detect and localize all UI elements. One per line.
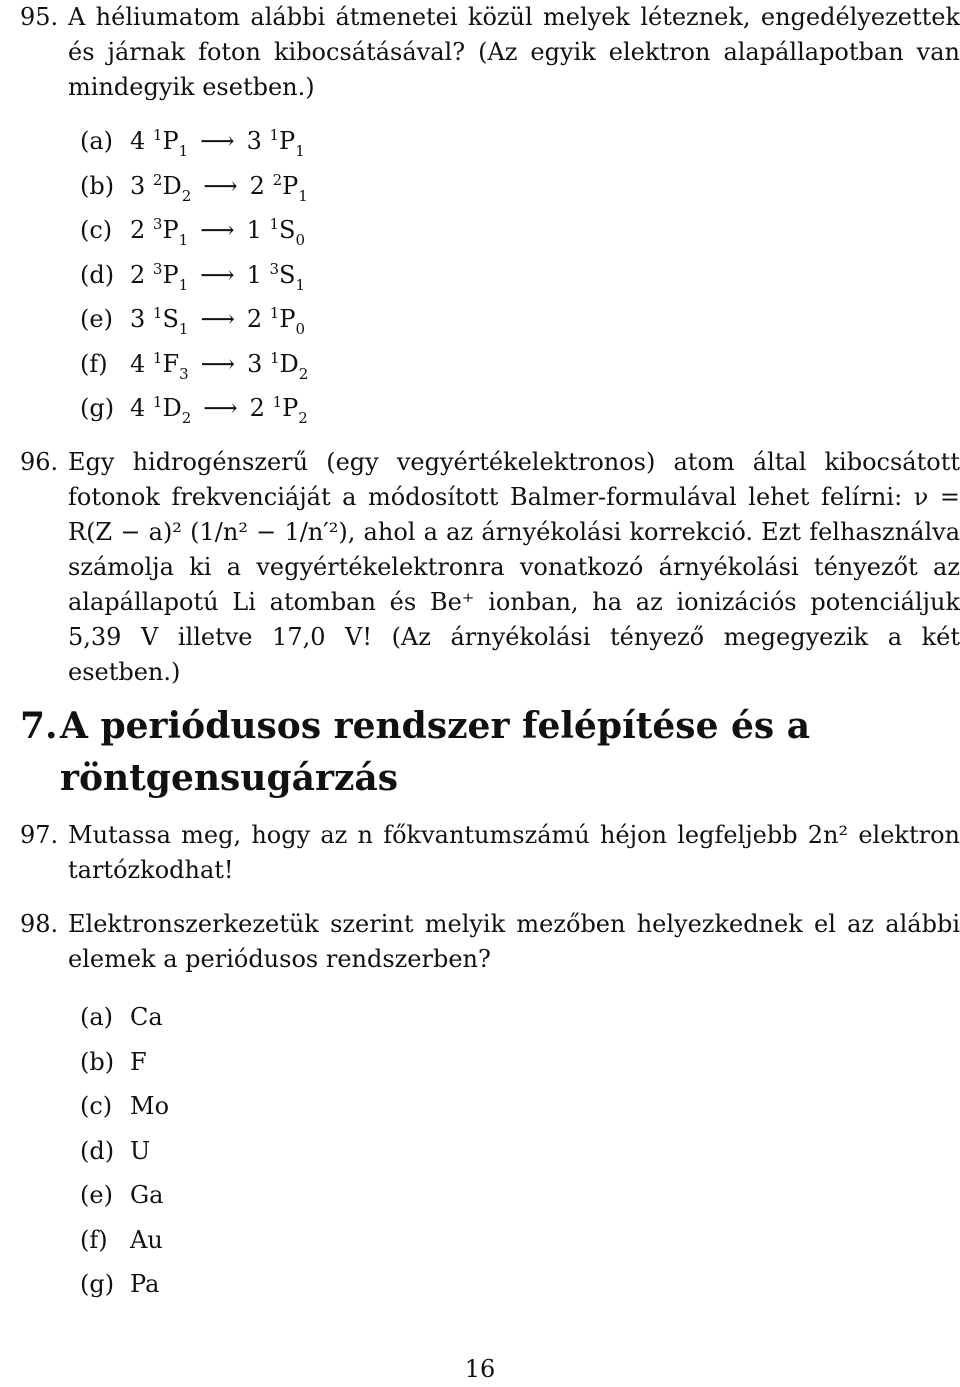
total-j: 1 bbox=[178, 275, 189, 294]
element-symbol: Mo bbox=[130, 1092, 170, 1120]
multiplicity: 3 bbox=[269, 259, 280, 278]
total-j: 2 bbox=[181, 186, 192, 205]
element-item bbox=[80, 1223, 163, 1253]
term-symbol bbox=[130, 215, 189, 249]
element-symbol: F bbox=[130, 1047, 147, 1076]
transition-item bbox=[80, 347, 309, 383]
element-item bbox=[80, 1267, 159, 1297]
element-item bbox=[80, 1045, 147, 1075]
item-label: (g) bbox=[80, 1270, 115, 1298]
orbital-letter: S bbox=[279, 216, 296, 244]
transition-formula bbox=[130, 258, 305, 293]
item-label: (d) bbox=[80, 260, 115, 289]
principal-number: 2 bbox=[249, 171, 265, 200]
element-symbol: Ca bbox=[130, 1003, 163, 1031]
total-j: 0 bbox=[295, 320, 306, 338]
multiplicity: 1 bbox=[272, 393, 283, 411]
term-symbol bbox=[249, 393, 308, 427]
orbital-letter: P bbox=[279, 305, 296, 333]
orbital-letter: S bbox=[162, 305, 179, 333]
principal-number: 2 bbox=[246, 305, 263, 333]
term-symbol bbox=[130, 259, 189, 294]
orbital-letter: D bbox=[162, 171, 182, 200]
multiplicity: 1 bbox=[269, 215, 280, 233]
principal-number: 4 bbox=[130, 349, 146, 378]
multiplicity: 3 bbox=[152, 259, 163, 278]
principal-number: 3 bbox=[247, 349, 263, 378]
term-symbol bbox=[247, 348, 309, 383]
element-symbol: U bbox=[130, 1136, 151, 1165]
item-label: (f) bbox=[80, 1225, 108, 1254]
principal-number: 3 bbox=[130, 171, 146, 200]
principal-number: 2 bbox=[130, 216, 146, 244]
multiplicity: 1 bbox=[152, 348, 163, 367]
transition-formula bbox=[130, 169, 308, 204]
total-j: 1 bbox=[295, 142, 305, 160]
transition-item bbox=[80, 391, 308, 427]
multiplicity: 1 bbox=[152, 126, 163, 144]
section-number: 7. bbox=[20, 705, 58, 747]
orbital-letter: F bbox=[162, 349, 180, 378]
transition-arrow-icon: ⟶ bbox=[200, 305, 235, 333]
principal-number: 4 bbox=[130, 127, 146, 155]
transition-arrow-icon: ⟶ bbox=[200, 127, 235, 155]
problem-text bbox=[68, 445, 960, 690]
orbital-letter: D bbox=[279, 349, 299, 378]
principal-number: 1 bbox=[246, 216, 262, 244]
transition-formula bbox=[130, 124, 305, 159]
total-j: 1 bbox=[178, 320, 189, 338]
problem-text: A héliumatom alábbi átmenetei közül melyek léteznek, engedélyezettek és járnak foton kibocsátásával? (Az egyik elektron alapállapotban van mindegyik esetben.) bbox=[68, 3, 960, 101]
element-symbol: Pa bbox=[130, 1270, 160, 1298]
item-label: (f) bbox=[80, 349, 108, 378]
orbital-letter: P bbox=[279, 127, 296, 155]
item-label: (e) bbox=[80, 305, 113, 333]
term-symbol bbox=[249, 170, 308, 205]
multiplicity: 1 bbox=[269, 304, 280, 322]
term-symbol bbox=[130, 393, 192, 427]
total-j: 2 bbox=[298, 364, 309, 383]
principal-number: 4 bbox=[130, 394, 146, 422]
principal-number: 2 bbox=[249, 394, 265, 422]
total-j: 1 bbox=[178, 231, 189, 249]
transition-formula bbox=[130, 213, 305, 248]
item-label: (e) bbox=[80, 1181, 113, 1209]
term-symbol bbox=[130, 348, 189, 383]
transition-formula bbox=[130, 302, 305, 337]
transition-item bbox=[80, 124, 305, 160]
element-item bbox=[80, 1000, 163, 1030]
total-j: 1 bbox=[295, 275, 306, 294]
item-label: (a) bbox=[80, 127, 114, 155]
orbital-letter: P bbox=[162, 216, 179, 244]
problem-text: Elektronszerkezetük szerint melyik mezőben helyezkednek el az alábbi elemek a periódusos rendszerben? bbox=[68, 910, 960, 973]
transition-item bbox=[80, 258, 306, 294]
total-j: 3 bbox=[179, 364, 189, 383]
multiplicity: 1 bbox=[152, 304, 163, 322]
orbital-letter: P bbox=[162, 260, 179, 289]
item-label: (c) bbox=[80, 1092, 113, 1120]
problem-number: 95. bbox=[20, 3, 59, 31]
problem-number: 96. bbox=[20, 448, 59, 476]
multiplicity: 3 bbox=[152, 215, 163, 233]
total-j: 1 bbox=[178, 142, 189, 160]
multiplicity: 2 bbox=[272, 170, 283, 189]
orbital-letter: P bbox=[282, 171, 299, 200]
item-label: (b) bbox=[80, 1047, 115, 1076]
orbital-letter: D bbox=[162, 394, 182, 422]
problem-text: Mutassa meg, hogy az n főkvantumszámú héjon legfeljebb 2n² elektron tartózkodhat! bbox=[68, 821, 960, 884]
transition-arrow-icon: ⟶ bbox=[200, 349, 236, 378]
term-symbol bbox=[246, 215, 306, 249]
item-label: (c) bbox=[80, 216, 113, 244]
principal-number: 3 bbox=[130, 305, 146, 333]
problem-97 bbox=[20, 818, 960, 893]
problem-98 bbox=[20, 907, 960, 982]
transition-arrow-icon: ⟶ bbox=[200, 216, 235, 244]
transition-item bbox=[80, 213, 306, 249]
term-symbol bbox=[246, 259, 306, 294]
total-j: 1 bbox=[298, 186, 308, 205]
transition-formula bbox=[130, 391, 308, 426]
orbital-letter: P bbox=[162, 127, 179, 155]
principal-number: 2 bbox=[130, 260, 146, 289]
section-title: A periódusos rendszer felépítése és a röntgensugárzás bbox=[60, 705, 811, 799]
multiplicity: 1 bbox=[270, 348, 280, 367]
term-symbol bbox=[130, 304, 189, 338]
orbital-letter: S bbox=[279, 260, 296, 289]
orbital-letter: P bbox=[282, 394, 299, 422]
transition-formula bbox=[130, 347, 308, 382]
problem-number: 97. bbox=[20, 821, 59, 849]
term-symbol bbox=[130, 126, 189, 160]
problem-95 bbox=[20, 0, 960, 110]
term-symbol bbox=[130, 170, 192, 205]
text-after-formula: , ahol a az árnyékolási korrekció. Ezt felhasználva számolja ki a vegyértékelektronra vonatkozó árnyékolási tényezőt az alapállapotú Li atomban és Be⁺ ionban, ha az ionizációs potenciáljuk 5,39 V illetve 17,0 V! (Az árnyékolási tényező megegyezik a két esetben.) bbox=[68, 518, 960, 686]
transition-arrow-icon: ⟶ bbox=[203, 394, 238, 422]
element-item bbox=[80, 1089, 169, 1119]
total-j: 2 bbox=[181, 409, 192, 427]
transition-arrow-icon: ⟶ bbox=[200, 260, 235, 289]
item-label: (d) bbox=[80, 1136, 115, 1165]
transition-item bbox=[80, 169, 308, 205]
element-symbol: Au bbox=[130, 1225, 163, 1254]
item-label: (a) bbox=[80, 1003, 114, 1031]
transition-item bbox=[80, 302, 306, 338]
element-item bbox=[80, 1134, 150, 1164]
problem-number: 98. bbox=[20, 910, 59, 938]
balmer-formula: ν = R(Z − a)² (1/n² − 1/n′²) bbox=[68, 483, 960, 546]
element-item bbox=[80, 1178, 163, 1208]
principal-number: 3 bbox=[246, 127, 262, 155]
multiplicity: 1 bbox=[152, 393, 163, 411]
multiplicity: 1 bbox=[269, 126, 280, 144]
transition-arrow-icon: ⟶ bbox=[203, 171, 238, 200]
text-before-formula: Egy hidrogénszerű (egy vegyértékelektronos) atom által kibocsátott fotonok frekvenciáját a módosított Balmer-formulával lehet felírni: bbox=[68, 448, 960, 511]
multiplicity: 2 bbox=[152, 170, 163, 189]
problem-96 bbox=[20, 445, 960, 686]
term-symbol bbox=[246, 304, 306, 338]
term-symbol bbox=[246, 126, 305, 160]
total-j: 2 bbox=[298, 409, 308, 427]
item-label: (b) bbox=[80, 171, 115, 200]
element-symbol: Ga bbox=[130, 1181, 164, 1209]
principal-number: 1 bbox=[246, 260, 262, 289]
item-label: (g) bbox=[80, 394, 115, 422]
total-j: 0 bbox=[295, 231, 306, 249]
page-number: 16 bbox=[464, 1355, 496, 1383]
